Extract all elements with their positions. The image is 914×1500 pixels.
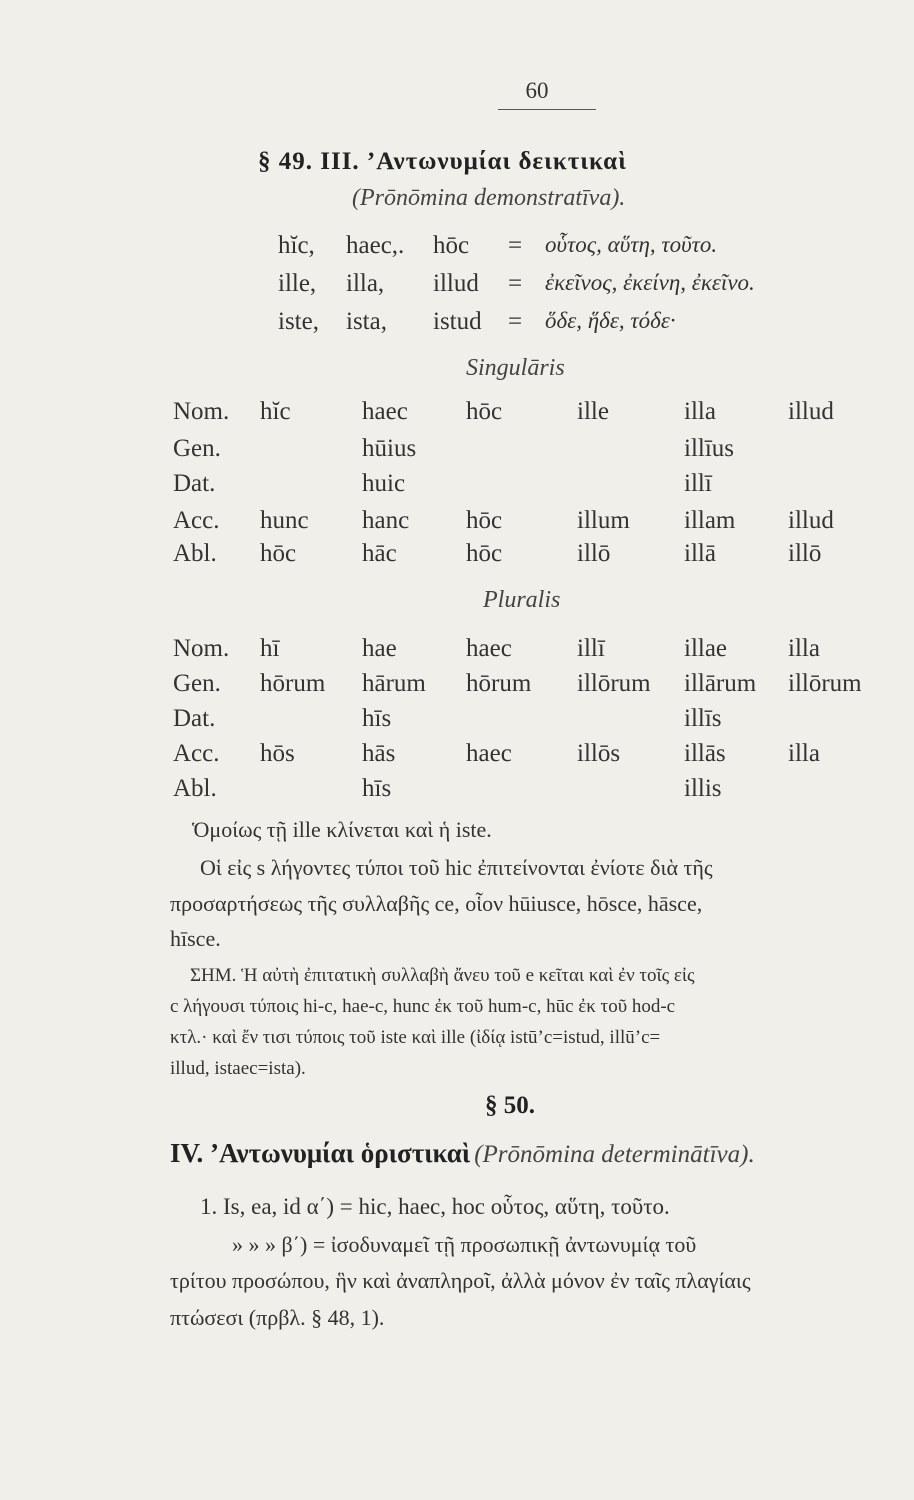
declension-form: hunc [260,507,309,534]
declension-form: illōrum [577,670,651,697]
declension-form: ille [577,398,609,425]
section-50-heading-latin: (Prōnōmina determinātīva). [474,1141,755,1168]
declension-form: illī [684,470,712,497]
case-label: Gen. [173,435,221,462]
latin-form: illud [433,270,479,297]
declension-form: illīus [684,435,735,462]
latin-form: hĭc, [278,232,315,259]
case-label: Abl. [173,775,217,802]
declension-form: hōrum [260,670,326,697]
paragraph-line: Οἱ εἰς s λήγοντες τύποι τοῦ hic ἐπιτείνονται ἐνίοτε διὰ τῆς [200,855,713,880]
section-49-subheading: (Prōnōmina demonstratīva). [352,185,626,211]
declension-form: hī [260,635,280,662]
declension-form: illōrum [788,670,862,697]
declension-form: hōc [466,540,503,567]
paragraph-line: hīsce. [170,926,221,951]
singularis-label: Singulāris [466,355,565,381]
latin-form: ille, [278,270,317,297]
greek-equivalent: ὅδε, ἥδε, τόδε· [545,308,676,333]
declension-form: huic [362,470,406,497]
declension-form: haec [362,398,408,425]
declension-form: hās [362,740,396,767]
declension-form: illīs [684,705,722,732]
section-50-heading-greek: IV. ’Αντωνυμίαι ὁριστικαὶ [170,1138,471,1168]
equals-sign: = [508,232,523,259]
declension-form: illārum [684,670,757,697]
item-1-line: πτώσεσι (πρβλ. § 48, 1). [170,1305,385,1330]
declension-form: hāc [362,540,397,567]
declension-form: illō [788,540,822,567]
greek-equivalent: ἐκεῖνος, ἐκείνη, ἐκεῖνο. [545,270,755,295]
declension-form: illās [684,740,726,767]
declension-form: hōc [260,540,297,567]
declension-form: hārum [362,670,426,697]
declension-form: hanc [362,507,410,534]
case-label: Dat. [173,470,216,497]
section-49-heading: § 49. III. ’Αντωνυμίαι δεικτικαὶ [258,148,627,175]
declension-form: hae [362,635,397,662]
item-1-line: τρίτου προσώπου, ἣν καὶ ἀναπληροῖ, ἀλλὰ μόνον ἐν ταῖς πλαγίαις [170,1268,751,1293]
latin-form: hōc [433,232,470,259]
latin-form: iste, [278,308,319,335]
declension-form: hīs [362,705,392,732]
section-50-number: § 50. [485,1092,535,1119]
declension-form: illa [788,635,820,662]
paragraph-line: προσαρτήσεως τῆς συλλαβῆς ce, οἷον hūiusce, hōsce, hāsce, [170,891,703,916]
declension-form: hīs [362,775,392,802]
item-1-line: » » » β΄) = ἰσοδυναμεῖ τῇ προσωπικῇ ἀντωνυμίᾳ τοῦ [232,1232,697,1257]
case-label: Dat. [173,705,216,732]
declension-form: haec [466,635,512,662]
section-50-heading [170,1138,755,1169]
case-label: Nom. [173,635,230,662]
declension-form: illae [684,635,728,662]
case-label: Nom. [173,398,230,425]
equals-sign: = [508,308,523,335]
case-label: Acc. [173,507,220,534]
declension-form: illum [577,507,630,534]
declension-form: hōs [260,740,295,767]
declension-form: illam [684,507,736,534]
declension-form: hōc [466,398,503,425]
page-number-rule [498,109,596,110]
page-number: 60 [525,78,549,103]
declension-form: hōrum [466,670,532,697]
declension-form: illōs [577,740,621,767]
declension-form: illud [788,398,834,425]
declension-form: illis [684,775,722,802]
item-1-line: 1. Is, ea, id α΄) = hic, haec, hoc οὗτος, αὕτη, τοῦτο. [200,1194,670,1219]
declension-form: hūius [362,435,417,462]
declension-form: haec [466,740,512,767]
latin-form: illa, [346,270,385,297]
pluralis-label: Pluralis [483,587,561,613]
case-label: Gen. [173,670,221,697]
declension-form: illa [684,398,716,425]
declension-form: hĭc [260,398,291,425]
note-line: κτλ.· καὶ ἔν τισι τύποις τοῦ iste καὶ ille (ἰδίᾳ istū’c=istud, illū’c= [170,1027,661,1048]
greek-equivalent: οὗτος, αὕτη, τοῦτο. [545,232,718,257]
declension-form: illō [577,540,611,567]
declension-form: illa [788,740,820,767]
latin-form: haec,. [346,232,405,259]
latin-form: istud [433,308,482,335]
paragraph-declension-note: Ὁμοίως τῇ ille κλίνεται καὶ ἡ iste. [192,817,492,842]
equals-sign: = [508,270,523,297]
case-label: Acc. [173,740,220,767]
declension-form: illī [577,635,605,662]
declension-form: illā [684,540,716,567]
declension-form: hōc [466,507,503,534]
note-line: illud, istaec=ista). [170,1058,306,1079]
latin-form: ista, [346,308,387,335]
declension-form: illud [788,507,834,534]
case-label: Abl. [173,540,217,567]
note-line: ΣΗΜ. Ἡ αὐτὴ ἐπιτατικὴ συλλαβὴ ἄνευ τοῦ e κεῖται καὶ ἐν τοῖς εἰς [190,965,695,986]
note-line: c λήγουσι τύποις hi-c, hae-c, hunc ἐκ τοῦ hum-c, hūc ἐκ τοῦ hod-c [170,996,676,1017]
